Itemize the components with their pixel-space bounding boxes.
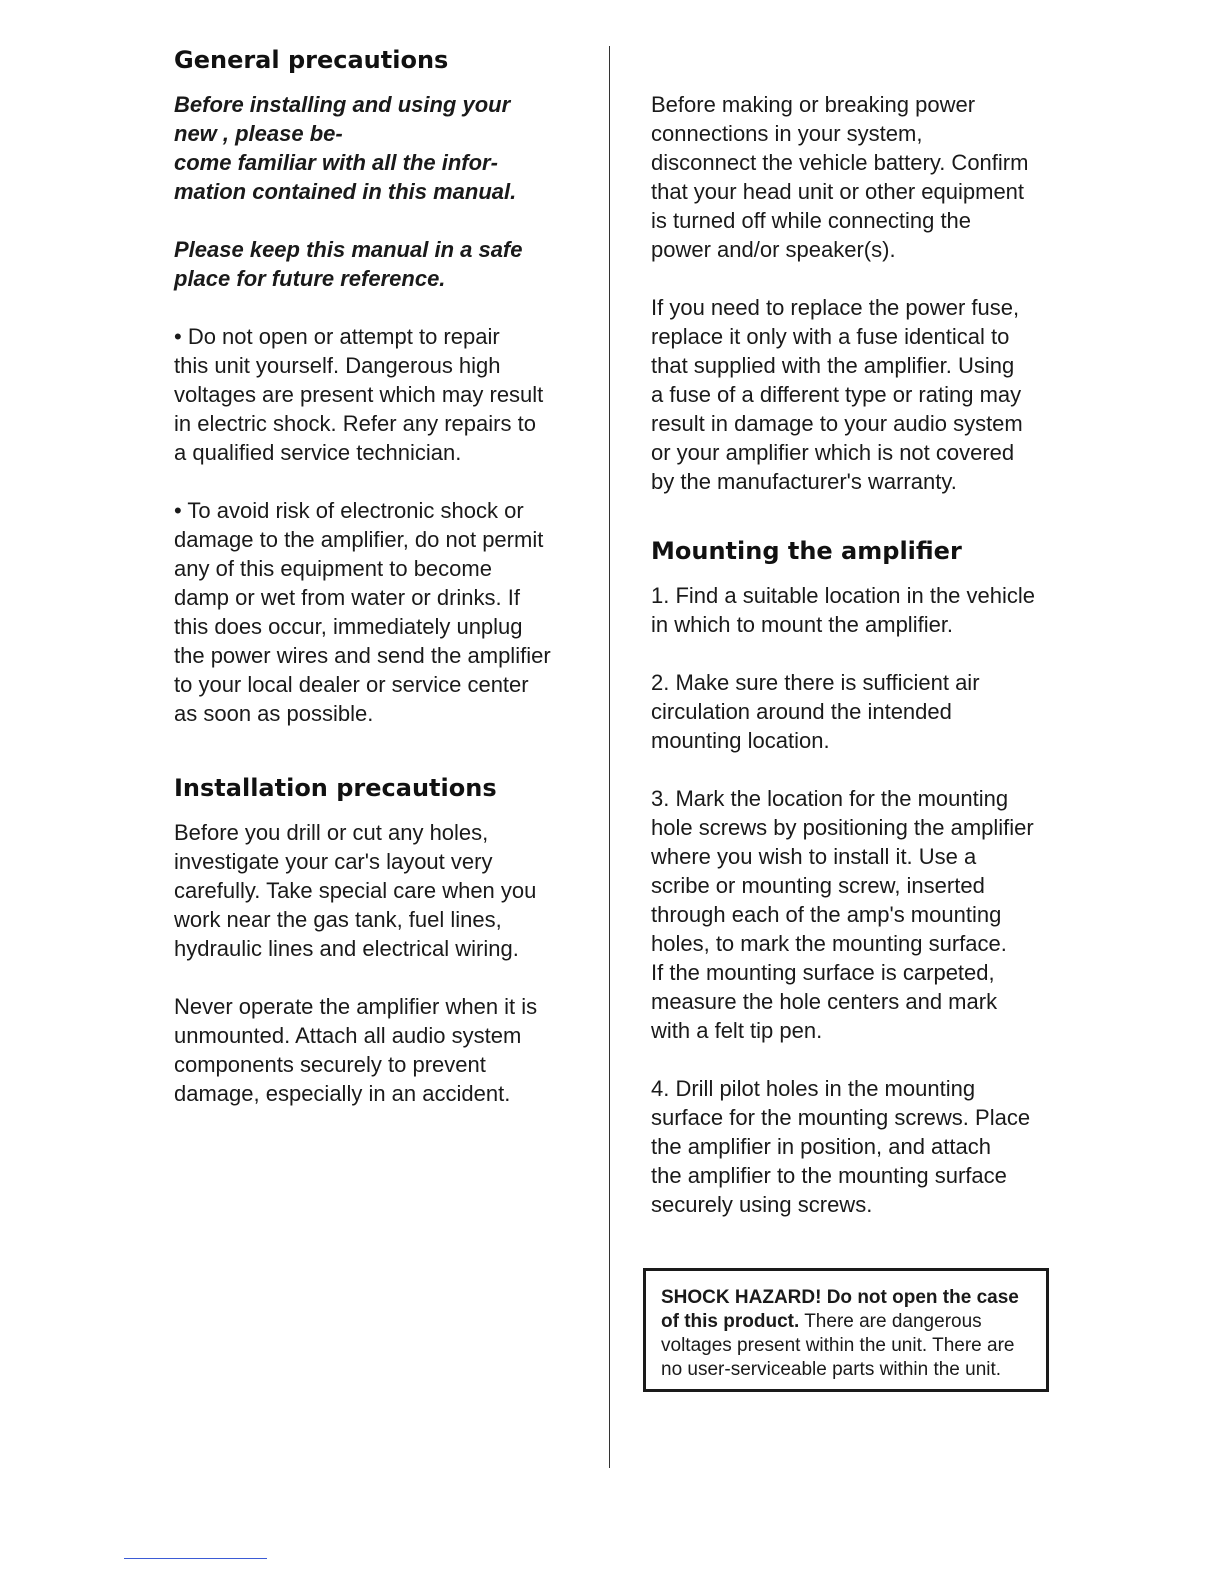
text-line: place for future reference. [174, 266, 446, 291]
text-line: in electric shock. Refer any repairs to [174, 411, 536, 436]
text-line: by the manufacturer's warranty. [651, 469, 957, 494]
text-line: or your amplifier which is not covered [651, 440, 1015, 465]
mounting-heading: Mounting the amplifier [651, 537, 962, 565]
fuse-paragraph [651, 293, 1023, 496]
text-line: a qualified service technician. [174, 440, 462, 465]
text-line: result in damage to your audio system [651, 411, 1023, 436]
text-line: to your local dealer or service center [174, 672, 529, 697]
power-connection-paragraph [651, 90, 1028, 264]
notice-line-3: voltages present within the unit. There are [661, 1335, 1015, 1356]
text-line: mation contained in this manual. [174, 179, 517, 204]
text-line: that supplied with the amplifier. Using [651, 353, 1015, 378]
text-line: unmounted. Attach all audio system [174, 1023, 522, 1048]
notice-line-4: no user-serviceable parts within the unit. [661, 1359, 1002, 1380]
text-line: the amplifier to the mounting surface [651, 1163, 1007, 1188]
text-line: new , please be- [174, 121, 343, 146]
text-line: components securely to prevent [174, 1052, 486, 1077]
mount-step-2 [651, 668, 980, 755]
column-divider [609, 46, 610, 1468]
text-line: circulation around the intended [651, 699, 952, 724]
text-line: power and/or speaker(s). [651, 237, 896, 262]
text-line: through each of the amp's mounting [651, 902, 1002, 927]
text-line: damage, especially in an accident. [174, 1081, 511, 1106]
text-line: 2. Make sure there is sufficient air [651, 670, 980, 695]
mount-step-4 [651, 1074, 1030, 1219]
mount-step-3 [651, 784, 1034, 1045]
text-line: surface for the mounting screws. Place [651, 1105, 1031, 1130]
text-line: where you wish to install it. Use a [651, 844, 977, 869]
text-line: any of this equipment to become [174, 556, 492, 581]
text-line: damage to the amplifier, do not permit [174, 527, 544, 552]
text-line: hydraulic lines and electrical wiring. [174, 936, 519, 961]
shock-hazard-notice [643, 1268, 1049, 1392]
repair-warning-paragraph [174, 322, 543, 467]
mount-step-1 [651, 581, 1035, 639]
text-line: 4. Drill pilot holes in the mounting [651, 1076, 976, 1101]
text-line: Never operate the amplifier when it is [174, 994, 538, 1019]
text-line: replace it only with a fuse identical to [651, 324, 1010, 349]
text-line: in which to mount the amplifier. [651, 612, 954, 637]
notice-line-2-rest: There are dangerous [799, 1311, 982, 1332]
drill-holes-paragraph [174, 818, 536, 963]
unmounted-paragraph [174, 992, 537, 1108]
text-line: come familiar with all the infor- [174, 150, 498, 175]
shock-risk-paragraph [174, 496, 551, 728]
text-line: as soon as possible. [174, 701, 374, 726]
text-line: mounting location. [651, 728, 830, 753]
text-line: connections in your system, [651, 121, 923, 146]
installation-precautions-heading: Installation precautions [174, 774, 497, 802]
text-line: If the mounting surface is carpeted, [651, 960, 995, 985]
keep-manual-paragraph [174, 235, 523, 293]
text-line: holes, to mark the mounting surface. [651, 931, 1007, 956]
text-line: securely using screws. [651, 1192, 873, 1217]
intro-paragraph [174, 90, 516, 206]
text-line: If you need to replace the power fuse, [651, 295, 1020, 320]
text-line: 1. Find a suitable location in the vehicle [651, 583, 1036, 608]
text-line: carefully. Take special care when you [174, 878, 537, 903]
notice-bold-line-2: of this product. [661, 1311, 800, 1332]
text-line: this does occur, immediately unplug [174, 614, 523, 639]
notice-bold-line-1: SHOCK HAZARD! Do not open the case [661, 1287, 1019, 1308]
text-line: Before installing and using your [174, 92, 511, 117]
text-line: • Do not open or attempt to repair [174, 324, 500, 349]
footer-rule [124, 1558, 267, 1559]
text-line: disconnect the vehicle battery. Confirm [651, 150, 1029, 175]
text-line: damp or wet from water or drinks. If [174, 585, 520, 610]
text-line: Before you drill or cut any holes, [174, 820, 489, 845]
text-line: Please keep this manual in a safe [174, 237, 523, 262]
text-line: work near the gas tank, fuel lines, [174, 907, 502, 932]
text-line: this unit yourself. Dangerous high [174, 353, 501, 378]
text-line: the power wires and send the amplifier [174, 643, 551, 668]
general-precautions-heading: General precautions [174, 46, 449, 74]
text-line: 3. Mark the location for the mounting [651, 786, 1009, 811]
text-line: Before making or breaking power [651, 92, 976, 117]
text-line: hole screws by positioning the amplifier [651, 815, 1034, 840]
text-line: voltages are present which may result [174, 382, 544, 407]
text-line: measure the hole centers and mark [651, 989, 998, 1014]
text-line: a fuse of a different type or rating may [651, 382, 1022, 407]
text-line: investigate your car's layout very [174, 849, 493, 874]
text-line: is turned off while connecting the [651, 208, 972, 233]
text-line: the amplifier in position, and attach [651, 1134, 991, 1159]
text-line: with a felt tip pen. [651, 1018, 823, 1043]
text-line: that your head unit or other equipment [651, 179, 1025, 204]
text-line: scribe or mounting screw, inserted [651, 873, 985, 898]
text-line: • To avoid risk of electronic shock or [174, 498, 524, 523]
